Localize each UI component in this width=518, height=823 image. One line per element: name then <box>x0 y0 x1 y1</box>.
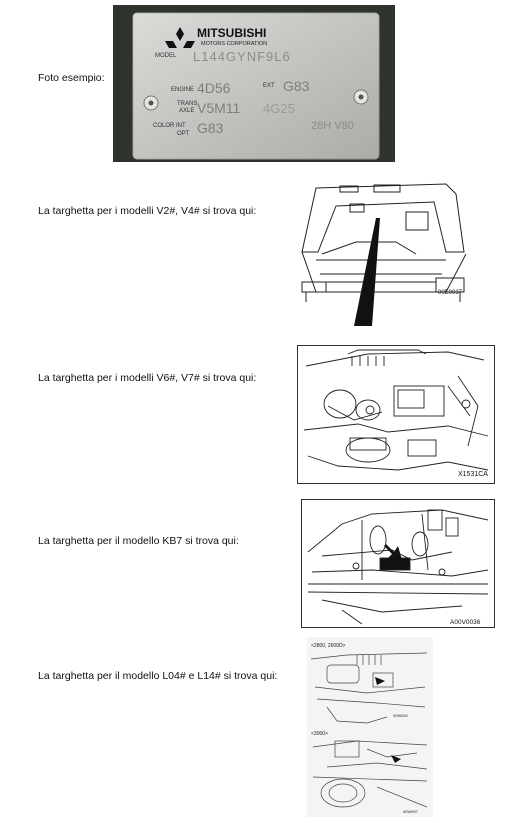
plate-opt-label: OPT <box>177 131 190 137</box>
plate-photo <box>113 5 395 162</box>
plate-trans-value2: 4G25 <box>263 101 295 116</box>
row-label-photo: Foto esempio: <box>38 72 105 84</box>
plate-trans-value: V5M11 <box>197 100 241 116</box>
plate-engine-label: ENGINE <box>171 87 195 93</box>
plate-model-value: L144GYNF9L6 <box>193 49 291 64</box>
diagram-code-4b: 00W597 <box>403 809 418 814</box>
diagram-l04-l14 <box>307 637 433 817</box>
plate-color-label: COLOR INT <box>153 123 186 129</box>
row-label-v2-v4: La targhetta per i modelli V2#, V4# si trova qui: <box>38 205 257 217</box>
plate-ext-value: G83 <box>283 78 310 94</box>
plate-engine-value: 4D56 <box>197 80 231 96</box>
plate-ext-label: EXT <box>263 83 275 89</box>
plate-color-value2: 28H V80 <box>311 120 354 132</box>
row-label-l04-l14: La targhetta per il modello L04# e L14# si trova qui: <box>38 670 278 682</box>
diagram-code-4a: 00W592 <box>393 713 408 718</box>
row-label-v6-v7: La targhetta per i modelli V6#, V7# si trova qui: <box>38 372 257 384</box>
plate-model-label: MODEL <box>155 53 177 59</box>
diagram-v2-v4 <box>296 182 472 328</box>
plate-color-value: G83 <box>197 120 224 136</box>
diagram-code-2: X1531CA <box>458 471 488 478</box>
diagram-code-1: 00E0037 <box>438 290 463 296</box>
plate-trans-label: TRANS <box>177 101 198 107</box>
plate-subbrand: MOTORS CORPORATION <box>201 41 268 47</box>
diagram-v6-v7 <box>297 345 495 484</box>
plate-axle-label: AXLE <box>179 108 195 114</box>
diagram-label-2800: <2800, 2600D> <box>311 643 346 649</box>
diagram-kb7 <box>301 499 495 628</box>
plate-brand: MITSUBISHI <box>197 26 267 40</box>
diagram-code-3: A00V0036 <box>450 619 481 626</box>
row-label-kb7: La targhetta per il modello KB7 si trova qui: <box>38 535 239 547</box>
diagram-label-3000: <3000> <box>311 731 328 737</box>
